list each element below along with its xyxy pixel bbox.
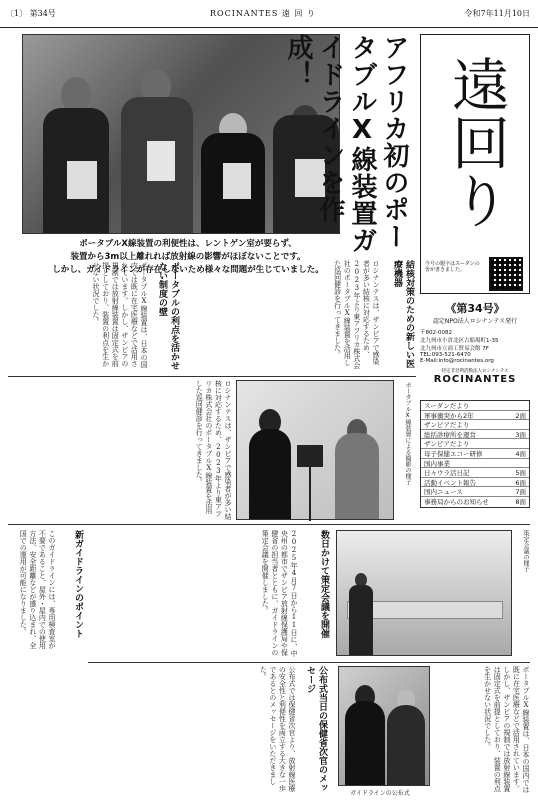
section-body: ポータブルX線装置は、日本の国内では既に在宅医療などで活用されています。しかし、ザンビアの規制では放射線装置は固定式を前提としており、装置の利点を生かせない状況でした。 xyxy=(483,666,530,793)
qr-code[interactable] xyxy=(489,257,523,291)
section-body: ロシナンテスは、ザンビアで感染者が多い結核に対応するため、2023年より東アフリカ株式会社のポータブルX線装置を活用した巡回健診を行ってきました。 xyxy=(333,260,380,369)
caption-line: 装置から3m以上離れれば放射線の影響がほぼないことです。 xyxy=(70,252,306,262)
phone: TEL:093-521-6470 xyxy=(420,352,471,358)
toc-row[interactable]: 日々ウラ活日記 5面 xyxy=(421,468,529,478)
org-logo: ROCINANTES xyxy=(433,374,517,385)
toc-row[interactable]: 総括診療所を運営 3面 xyxy=(421,430,529,440)
divider xyxy=(8,524,530,525)
divider xyxy=(8,376,416,377)
logo-box xyxy=(420,34,530,294)
publisher: 認定NPO法人ロシナンテス発行 xyxy=(432,318,518,325)
ceremony-photo xyxy=(338,666,430,786)
masthead: ROCINANTES 遠 回 り xyxy=(210,9,316,18)
address-line: 北九州市立商工貿易会館 7F xyxy=(420,346,489,352)
toc-row[interactable]: スーダンだより xyxy=(421,401,529,411)
toc-row[interactable]: 活動イベント報告 6面 xyxy=(421,478,529,488)
main-headline: アフリカ初のポータブルX線装置ガイドラインを作成！ xyxy=(283,34,409,254)
caption-line: ポータブルX線装置の利便性は、レントゲン室が要らず、 xyxy=(79,239,297,249)
toc-row[interactable]: 事務局からのお知らせ 8面 xyxy=(424,497,526,506)
table-of-contents xyxy=(420,400,530,508)
toc-row[interactable]: 国内事業 xyxy=(421,459,529,469)
section-body: このガイドラインには、専用検査室が不要であること、屋外・屋内での使用方法、安全距離などが盛り込まれ、全国での運用が可能になりました。 xyxy=(19,530,56,649)
logo-note: 今号の題字はスーダンの皆が書きました。 xyxy=(425,261,480,273)
meeting-photo xyxy=(336,530,512,656)
toc-row[interactable]: 母子保健エコー研修 4面 xyxy=(421,449,529,459)
org-jp: 特定非営利活動法人ロシナンテス xyxy=(441,369,509,374)
section-heading: 数日かけて策定会議を開催 xyxy=(319,530,329,638)
toc-row[interactable]: 軍事衝突から2年 2面 xyxy=(421,411,529,421)
toc-row[interactable]: ザンビアだより xyxy=(421,439,529,449)
toc-row[interactable]: 国内ニュース 7面 xyxy=(421,487,529,497)
section-body: ロシナンテスは、ザンビアで感染者が多い結核に対応するため、2023年より東アフリカ株式会社のポータブルX線装置を活用した巡回健診を行ってきました。 xyxy=(195,380,232,520)
divider xyxy=(88,662,530,663)
xray-photo xyxy=(236,380,394,520)
section-heading: 新ガイドラインのポイント xyxy=(73,530,83,638)
section-body: 公布式では保健省次官より、放射線医療の安全性と利便性を両立する大きな一歩であるとのメッセージをいただきました。 xyxy=(259,666,296,792)
photo-caption-side: 策定会議の様子 xyxy=(522,530,529,572)
bottom-photo-caption: ガイドラインの公布式 xyxy=(350,790,410,797)
section-heading: 公布式当日の保健省次官のメッセージ xyxy=(305,666,327,792)
section-body: ポータブルX線装置は、日本の国内では既に在宅医療などで活用されています。しかし、ザンビアの規制では放射線装置は固定式を前提としており、装置の利点を生かせない状況でした。 xyxy=(92,262,148,368)
section-body: 2025年4月7日から11日に、中央州の都市でザンビア放射線保護局や保健省の担当者とともに、ガイドラインの策定会議を開催しました。 xyxy=(261,530,298,657)
page-number: 〔1〕 第34号 xyxy=(6,9,56,18)
caption-line: しかし、ガイドラインが存在しないため様々な問題が生じていました。 xyxy=(52,265,324,275)
section-heading: 結核対策のための新しい医療機器 xyxy=(392,260,414,368)
logo-title: 遠回り xyxy=(442,55,510,229)
issue-box xyxy=(420,298,530,394)
page-header xyxy=(0,0,538,28)
issue-number: 《第34号》 xyxy=(445,302,505,315)
address-line: 北九州市小倉北区古船場町1-35 xyxy=(420,338,499,344)
issue-date: 令和7年11月10日 xyxy=(464,9,530,18)
section-heading: ポータブルの利点を活かせない制度の壁 xyxy=(157,262,179,370)
postal-code: 〒802-0082 xyxy=(420,330,452,336)
photo-caption-side: ポータブルX線装置による撮影の様子 xyxy=(404,382,411,485)
email[interactable]: E-Mail:info@rocinantes.org xyxy=(420,358,494,364)
toc-row[interactable]: ザンビアだより xyxy=(421,420,529,430)
